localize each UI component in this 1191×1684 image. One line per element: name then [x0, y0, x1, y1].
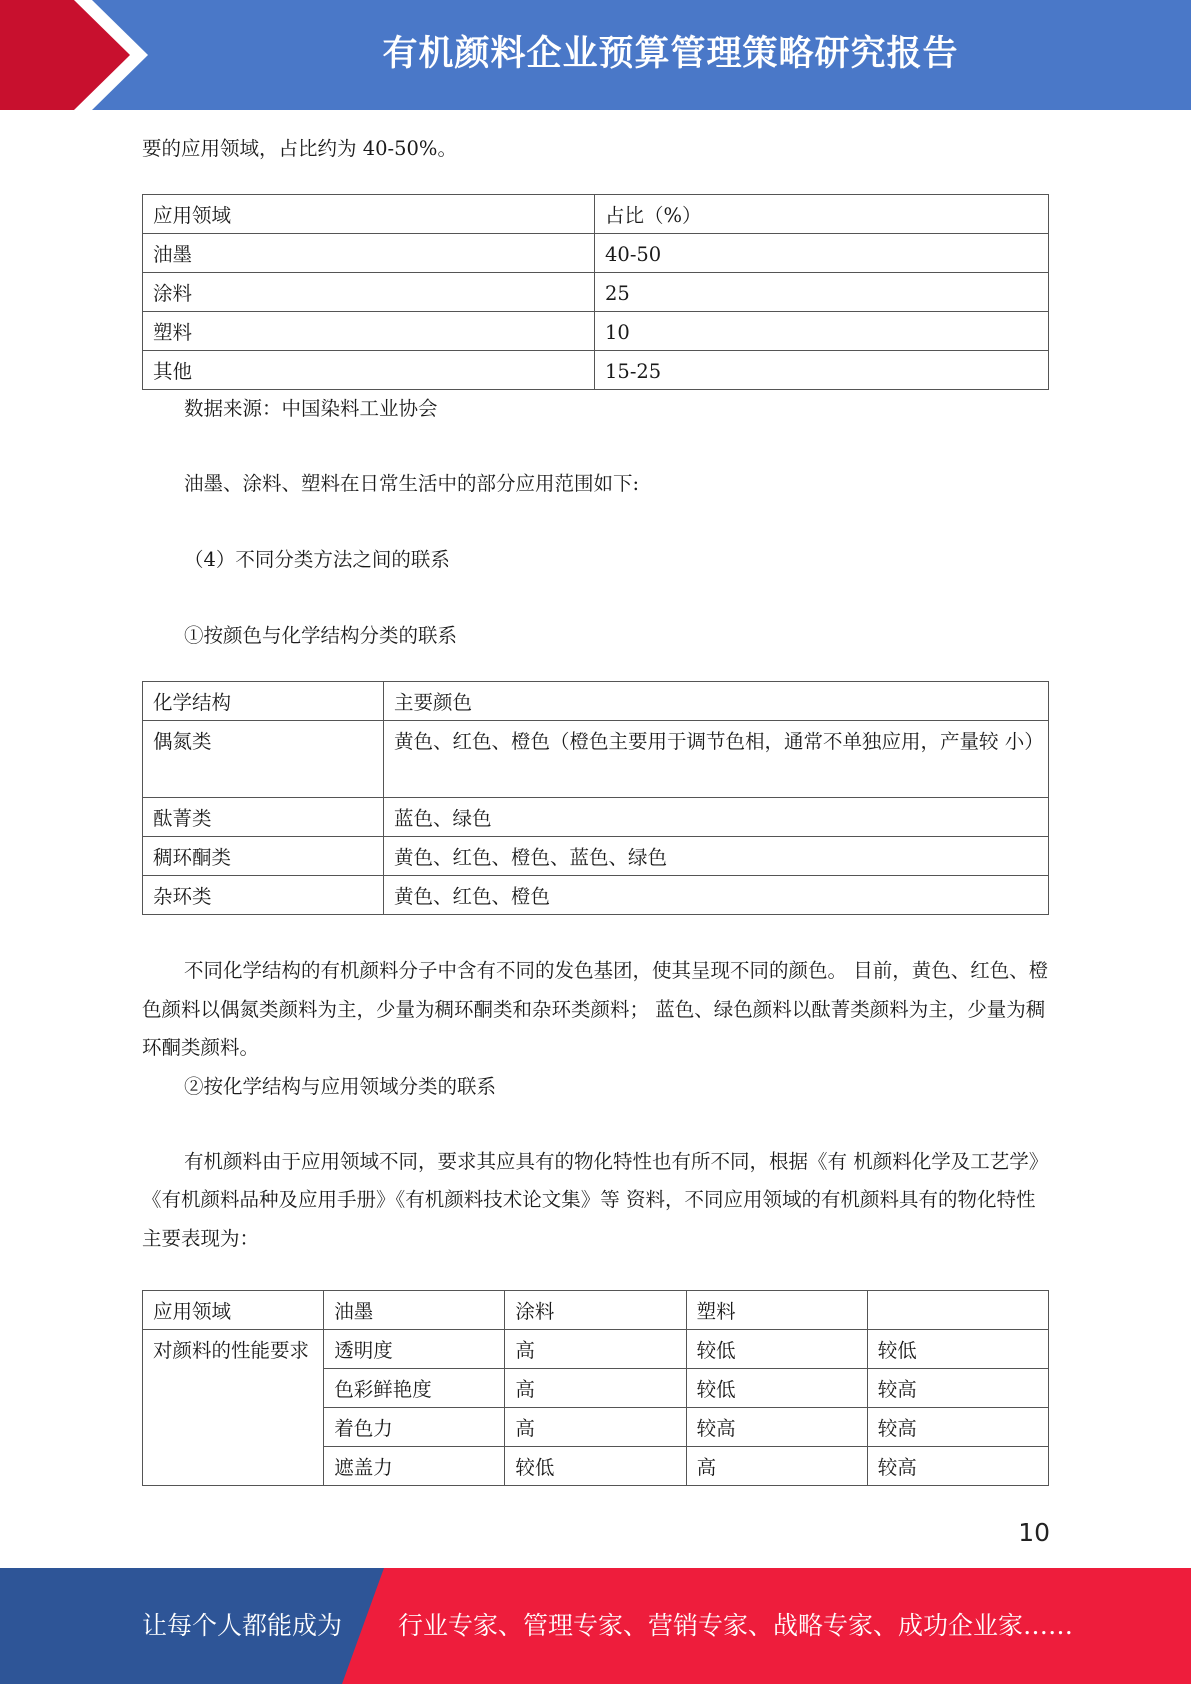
table-cell: 涂料 — [143, 273, 595, 312]
table-header-row — [143, 1291, 1049, 1330]
table-header-cell: 涂料 — [505, 1291, 686, 1330]
table-cell: 较高 — [686, 1408, 867, 1447]
subsection-heading: ②按化学结构与应用领域分类的联系 — [184, 1074, 497, 1098]
table-cell: 高 — [505, 1408, 686, 1447]
table-cell: 较高 — [867, 1447, 1048, 1486]
properties-paragraph: 有机颜料由于应用领域不同，要求其应具有的物化特性也有所不同，根据《有 机颜料化学及工艺学》《有机颜料品种及应用手册》《有机颜料技术论文集》等 资料，不同应用领域的有机颜料具有的物化特性主要表现为： — [142, 1149, 1049, 1250]
table-cell: 高 — [505, 1330, 686, 1369]
table-header-cell: 油墨 — [324, 1291, 505, 1330]
table-cell: 40-50 — [595, 234, 1049, 273]
table-cell: 偶氮类 — [143, 721, 384, 798]
footer-slogan-right: 行业专家、管理专家、营销专家、战略专家、成功企业家…… — [398, 1611, 1074, 1640]
table-row — [143, 1330, 1049, 1369]
table-cell: 较高 — [867, 1369, 1048, 1408]
table-cell: 蓝色、绿色 — [384, 798, 1049, 837]
report-title: 有机颜料企业预算管理策略研究报告 — [382, 34, 959, 74]
header-arrow-decoration — [0, 0, 160, 110]
table-cell: 油墨 — [143, 234, 595, 273]
table-header-cell: 塑料 — [686, 1291, 867, 1330]
table-header-cell: 占比（%） — [595, 195, 1049, 234]
table-row — [143, 837, 1049, 876]
table-cell: 高 — [505, 1369, 686, 1408]
table-row — [143, 798, 1049, 837]
application-properties-table — [142, 1290, 1049, 1486]
table-row — [143, 876, 1049, 915]
table-cell: 遮盖力 — [324, 1447, 505, 1486]
table-cell: 稠环酮类 — [143, 837, 384, 876]
section-heading: （4）不同分类方法之间的联系 — [184, 548, 450, 571]
table-cell: 较低 — [867, 1330, 1048, 1369]
table-group-cell: 对颜料的性能要求 — [143, 1330, 324, 1486]
table-cell: 较低 — [505, 1447, 686, 1486]
table-header-row — [143, 682, 1049, 721]
structure-color-table — [142, 681, 1049, 915]
page-footer — [0, 1568, 1191, 1684]
usage-paragraph: 油墨、涂料、塑料在日常生活中的部分应用范围如下: — [184, 472, 640, 495]
table-row — [143, 312, 1049, 351]
table-cell: 黄色、红色、橙色、蓝色、绿色 — [384, 837, 1049, 876]
table-cell: 较低 — [686, 1369, 867, 1408]
table-cell: 25 — [595, 273, 1049, 312]
table-header-cell: 化学结构 — [143, 682, 384, 721]
table-header-cell: 应用领域 — [143, 195, 595, 234]
table-cell: 色彩鲜艳度 — [324, 1369, 505, 1408]
table-header-cell: 应用领域 — [143, 1291, 324, 1330]
page-header — [0, 0, 1191, 110]
table-cell: 其他 — [143, 351, 595, 390]
table-cell: 15-25 — [595, 351, 1049, 390]
table-cell: 高 — [686, 1447, 867, 1486]
table-row — [143, 721, 1049, 798]
table-cell: 黄色、红色、橙色（橙色主要用于调节色相，通常不单独应用，产量较 小） — [384, 721, 1049, 798]
table-cell: 杂环类 — [143, 876, 384, 915]
table-cell: 10 — [595, 312, 1049, 351]
table-cell: 着色力 — [324, 1408, 505, 1447]
subsection-heading: ①按颜色与化学结构分类的联系 — [184, 624, 458, 647]
page-number: 10 — [1018, 1518, 1050, 1547]
table-cell: 酞菁类 — [143, 798, 384, 837]
table-cell: 黄色、红色、橙色 — [384, 876, 1049, 915]
structure-paragraph: 不同化学结构的有机颜料分子中含有不同的发色基团，使其呈现不同的颜色。 目前，黄色、红色、橙色颜料以偶氮类颜料为主，少量为稠环酮类和杂环类颜料； 蓝色、绿色颜料以酞菁类颜料为主，少量为稠环酮类颜料。 — [142, 959, 1049, 1059]
table-cell: 较高 — [867, 1408, 1048, 1447]
table-cell: 塑料 — [143, 312, 595, 351]
page-content — [142, 130, 1049, 1486]
table-row — [143, 351, 1049, 390]
table-header-cell — [867, 1291, 1048, 1330]
application-share-table — [142, 194, 1049, 390]
table-header-cell: 主要颜色 — [384, 682, 1049, 721]
table-header-row — [143, 195, 1049, 234]
intro-text: 要的应用领域，占比约为 40-50%。 — [142, 137, 457, 160]
table-cell: 透明度 — [324, 1330, 505, 1369]
table-row — [143, 273, 1049, 312]
table-row — [143, 234, 1049, 273]
data-source-note: 数据来源：中国染料工业协会 — [184, 397, 438, 420]
footer-slogan-left: 让每个人都能成为 — [142, 1611, 343, 1640]
table-cell: 较低 — [686, 1330, 867, 1369]
